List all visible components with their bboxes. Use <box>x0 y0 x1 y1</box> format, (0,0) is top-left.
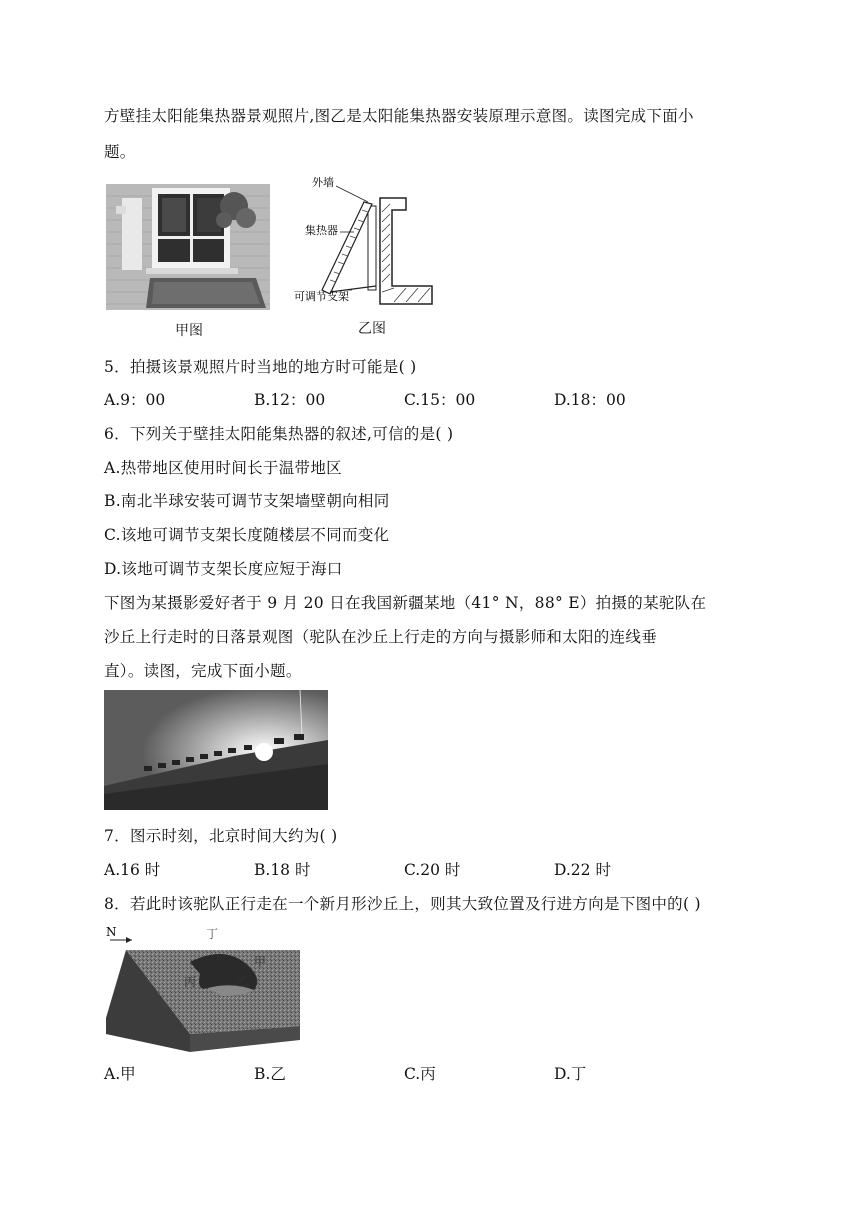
label-ding: 丁 <box>206 927 219 941</box>
label-jia: 甲 <box>254 955 267 969</box>
q5-option-d: D.18：00 <box>554 391 626 409</box>
q7-option-c: C.20 时 <box>404 861 461 879</box>
intro1-line1: 方壁挂太阳能集热器景观照片,图乙是太阳能集热器安装原理示意图。读图完成下面小 <box>104 107 694 125</box>
q7-option-a: A.16 时 <box>104 861 161 879</box>
q7-option-d: D.22 时 <box>554 861 611 879</box>
solar-collector-photo <box>106 184 270 310</box>
q5-option-a: A.9：00 <box>104 391 166 409</box>
installation-diagram <box>294 176 444 316</box>
q8-option-d: D.丁 <box>554 1065 587 1083</box>
q6-option-b: B.南北半球安装可调节支架墙壁朝向相同 <box>104 492 390 510</box>
intro2-line1: 下图为某摄影爱好者于 9 月 20 日在我国新疆某地（41° N，88° E）拍摄的某驼队在 <box>104 594 707 612</box>
q6-option-c: C.该地可调节支架长度随楼层不同而变化 <box>104 526 390 544</box>
photo-caption: 甲图 <box>175 323 203 339</box>
q6-option-d: D.该地可调节支架长度应短于海口 <box>104 560 343 578</box>
q7-stem: 7．图示时刻，北京时间大约为( ) <box>104 827 338 845</box>
label-yi: 乙 <box>236 975 249 989</box>
intro2-line2: 沙丘上行走时的日落景观图（驼队在沙丘上行走的方向与摄影师和太阳的连线垂 <box>104 628 658 646</box>
diagram-caption: 乙图 <box>358 321 386 337</box>
q7-option-b: B.18 时 <box>254 861 311 879</box>
intro2-line3: 直）。读图，完成下面小题。 <box>104 662 302 680</box>
label-collector: 集热器 <box>305 224 338 237</box>
intro1-line2: 题。 <box>104 143 136 161</box>
label-wall: 外墙 <box>312 176 334 189</box>
q5-stem: 5．拍摄该景观照片时当地的地方时可能是( ) <box>104 358 417 376</box>
q8-option-a: A.甲 <box>104 1065 136 1083</box>
q8-option-b: B.乙 <box>254 1065 286 1083</box>
q5-option-b: B.12：00 <box>254 391 326 409</box>
q6-option-a: A.热带地区使用时间长于温带地区 <box>104 459 342 477</box>
label-bing: 丙 <box>184 975 197 989</box>
camel-sunset-photo <box>104 690 328 810</box>
q5-option-c: C.15：00 <box>404 391 476 409</box>
q8-stem: 8．若此时该驼队正行走在一个新月形沙丘上，则其大致位置及行进方向是下图中的( ) <box>104 895 701 913</box>
label-bracket: 可调节支架 <box>294 290 349 303</box>
crescent-dune-diagram <box>104 922 304 1054</box>
q6-stem: 6．下列关于壁挂太阳能集热器的叙述,可信的是( ) <box>104 425 454 443</box>
north-label: N <box>106 925 117 939</box>
q8-option-c: C.丙 <box>404 1065 436 1083</box>
